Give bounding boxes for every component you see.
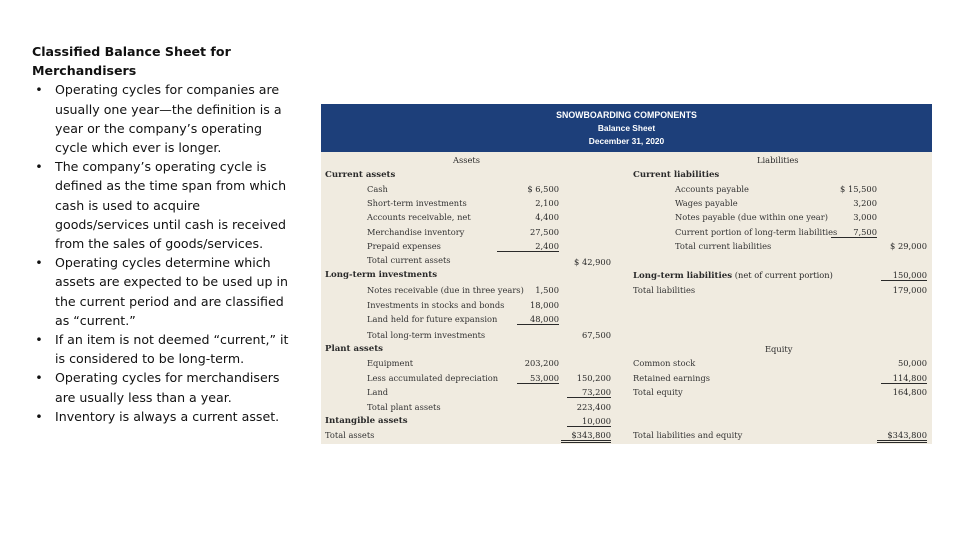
- line-amount: 2,400: [497, 241, 559, 252]
- line-amount: 73,200: [567, 387, 611, 398]
- line-amount: 18,000: [529, 300, 559, 310]
- bullet-dot-icon: •: [35, 159, 43, 175]
- line-label: Land: [367, 387, 389, 397]
- total-label: Total plant assets: [367, 402, 441, 412]
- line-label: Notes receivable (due in three years): [367, 285, 524, 295]
- current-liabilities-label: Current liabilities: [633, 170, 720, 180]
- bullet-text: Inventory is always a current asset.: [55, 408, 280, 424]
- line-label: Common stock: [633, 358, 696, 368]
- total-amount: $ 42,900: [574, 257, 611, 267]
- total-liabilities-label: Total liabilities: [633, 285, 696, 295]
- line-amount: 27,500: [529, 227, 559, 237]
- line-label: Equipment: [367, 358, 414, 368]
- total-amount: $ 29,000: [890, 241, 927, 251]
- total-amount: 67,500: [581, 330, 611, 340]
- total-label: Total current liabilities: [675, 241, 772, 251]
- bullet-dot-icon: •: [35, 370, 43, 386]
- balance-sheet-figure: [321, 104, 932, 444]
- line-amount: 3,200: [853, 198, 877, 208]
- total-amount: 164,800: [892, 387, 927, 397]
- line-amount: 10,000: [567, 416, 611, 427]
- line-label: Notes payable (due within one year): [675, 212, 828, 222]
- bullet-item: [32, 253, 294, 330]
- line-label: Investments in stocks and bonds: [367, 300, 505, 310]
- line-label: Land held for future expansion: [367, 314, 498, 324]
- line-label: Merchandise inventory: [367, 227, 465, 237]
- statement-name: Balance Sheet: [597, 123, 656, 133]
- bullet-text: The company’s operating cycle is defined as the time span from which cash is used to acquire goods/services until cash is received from the sales of goods/services.: [55, 159, 287, 252]
- long-term-liabilities-label: Long-term liabilities: [633, 271, 733, 281]
- line-amount: 2,100: [535, 198, 559, 208]
- bullet-item: [32, 368, 294, 406]
- line-amount: 1,500: [535, 285, 559, 295]
- line-amount: 4,400: [535, 212, 559, 222]
- line-label: Prepaid expenses: [367, 241, 441, 251]
- company-name: SNOWBOARDING COMPONENTS: [556, 110, 697, 120]
- sheet-header: [321, 104, 932, 152]
- long-term-liabilities-note: (net of current portion): [734, 270, 833, 280]
- bullet-item: [32, 330, 294, 368]
- line-amount: 3,000: [853, 212, 877, 222]
- statement-date: December 31, 2020: [588, 136, 665, 146]
- line-label: Wages payable: [675, 198, 738, 208]
- bullet-dot-icon: •: [35, 255, 43, 271]
- line-label: Retained earnings: [633, 373, 711, 383]
- bullet-dot-icon: •: [35, 408, 43, 424]
- line-amount: 150,000: [881, 270, 927, 281]
- liabilities-heading: Liabilities: [757, 155, 799, 165]
- bullet-dot-icon: •: [35, 82, 43, 98]
- line-label: Less accumulated depreciation: [367, 373, 499, 383]
- line-label: Accounts payable: [675, 184, 749, 194]
- total-assets-amount: $343,800: [561, 430, 611, 443]
- line-label: Current portion of long-term liabilities: [675, 227, 838, 237]
- line-amount: $ 6,500: [527, 184, 559, 194]
- intangible-assets-label: Intangible assets: [325, 416, 408, 426]
- bullet-text: Operating cycles determine which assets are expected to be used up in the current period and are classified as “current.”: [55, 255, 288, 328]
- total-assets-label: Total assets: [325, 430, 375, 440]
- total-amount: 223,400: [576, 402, 611, 412]
- net-amount: 150,200: [576, 373, 611, 383]
- line-amount: 114,800: [881, 373, 927, 384]
- bullet-list: [32, 80, 294, 426]
- line-label: Short-term investments: [367, 198, 467, 208]
- plant-assets-label: Plant assets: [325, 344, 384, 354]
- line-amount: $ 15,500: [840, 184, 877, 194]
- total-label: Total current assets: [367, 255, 451, 265]
- total-liabilities-equity-amount: $343,800: [877, 430, 927, 443]
- line-label: Accounts receivable, net: [367, 212, 471, 222]
- bullet-text: If an item is not deemed “current,” it is considered to be long-term.: [55, 332, 289, 367]
- slide-text: [32, 42, 294, 426]
- line-amount: 7,500: [831, 227, 877, 238]
- assets-heading: Assets: [453, 155, 481, 165]
- line-amount: 53,000: [517, 373, 559, 384]
- total-liabilities-equity-label: Total liabilities and equity: [633, 430, 743, 440]
- total-liabilities-amount: 179,000: [892, 285, 927, 295]
- bullet-item: [32, 407, 294, 426]
- current-assets-label: Current assets: [325, 170, 396, 180]
- bullet-item: [32, 80, 294, 157]
- bullet-item: [32, 157, 294, 253]
- equity-heading: Equity: [765, 344, 793, 354]
- total-label: Total equity: [633, 387, 683, 397]
- long-term-liabilities-row: [633, 270, 833, 281]
- total-label: Total long-term investments: [367, 330, 486, 340]
- line-amount: 48,000: [517, 314, 559, 325]
- line-label: Cash: [367, 184, 388, 194]
- line-amount: 50,000: [897, 358, 927, 368]
- bullet-dot-icon: •: [35, 332, 43, 348]
- bullet-text: Operating cycles for companies are usually one year—the definition is a year or the company’s operating cycle which ever is longer.: [55, 82, 282, 156]
- slide-title: Classified Balance Sheet for Merchandisers: [32, 44, 231, 79]
- line-amount: 203,200: [524, 358, 559, 368]
- bullet-text: Operating cycles for merchandisers are usually less than a year.: [55, 370, 280, 405]
- long-term-investments-label: Long-term investments: [325, 270, 438, 280]
